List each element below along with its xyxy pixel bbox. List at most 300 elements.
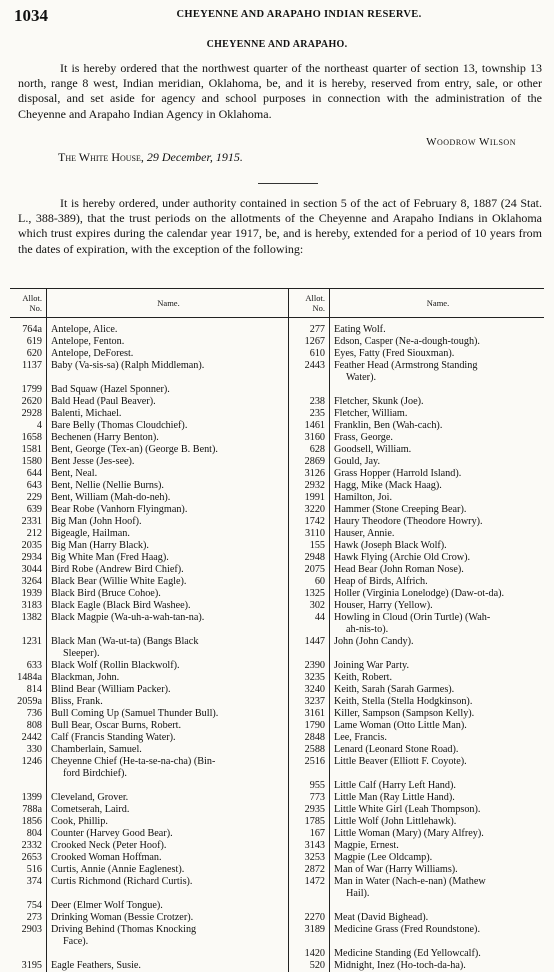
name-line: Lee, Francis. [334,732,542,744]
name-line: Man of War (Harry Williams). [334,864,542,876]
table-row [10,684,544,696]
name-right [330,432,545,444]
name-left [47,684,289,696]
allot-no-left: 1484a [10,672,47,684]
table-row [10,636,544,660]
name-left [47,792,289,804]
table-row [10,744,544,756]
allot-no-right: 2932 [289,480,330,492]
name-left [47,696,289,708]
name-line: Bent Jesse (Jes-see). [51,456,286,468]
name-line: Curtis Richmond (Richard Curtis). [51,876,286,888]
name-left [47,948,289,960]
table-row [10,960,544,972]
name-right [330,348,545,360]
allot-no-left: 633 [10,660,47,672]
name-line: Frass, George. [334,432,542,444]
name-left [47,672,289,684]
name-line: Eagle Feathers, Susie. [51,960,286,972]
name-left [47,318,289,337]
name-right [330,444,545,456]
name-line: Fletcher, William. [334,408,542,420]
name-line: Feather Head (Armstrong Standing [334,360,542,372]
name-line: Medicine Grass (Fred Roundstone). [334,924,542,936]
name-right [330,456,545,468]
name-left [47,720,289,732]
name-line: Bent, George (Tex-an) (George B. Bent). [51,444,286,456]
name-left [47,912,289,924]
allot-no-right: 167 [289,828,330,840]
name-left [47,732,289,744]
allot-no-left: 2928 [10,408,47,420]
allot-no-left: 1799 [10,384,47,396]
name-right [330,816,545,828]
name-line: Big White Man (Fred Haag). [51,552,286,564]
name-left [47,564,289,576]
allot-no-left: 212 [10,528,47,540]
allot-no-right: 238 [289,396,330,408]
table-row [10,408,544,420]
allot-no-left: 2620 [10,396,47,408]
table-row [10,600,544,612]
allot-no-left: 639 [10,504,47,516]
allot-no-right: 3220 [289,504,330,516]
name-line: Goodsell, William. [334,444,542,456]
table-row [10,696,544,708]
allot-no-left: 3183 [10,600,47,612]
allot-no-left: 1399 [10,792,47,804]
allot-no-left: 644 [10,468,47,480]
name-right [330,852,545,864]
table-row [10,384,544,396]
name-right [330,744,545,756]
table-row [10,480,544,492]
name-line: Hamilton, Joi. [334,492,542,504]
name-right [330,612,545,636]
name-right [330,540,545,552]
name-line: Heap of Birds, Alfrich. [334,576,542,588]
table-row [10,900,544,912]
table-row [10,660,544,672]
allot-no-left: 516 [10,864,47,876]
name-left [47,960,289,972]
allot-no-right: 628 [289,444,330,456]
name-left [47,864,289,876]
allot-no-left: 273 [10,912,47,924]
header-allot-no-right: Allot. No. [289,289,330,318]
allot-no-right: 155 [289,540,330,552]
allot-no-right: 2075 [289,564,330,576]
table-row [10,318,544,337]
name-line: Deer (Elmer Wolf Tongue). [51,900,286,912]
name-right [330,360,545,384]
name-left [47,600,289,612]
name-right [330,660,545,672]
name-right [330,792,545,804]
table-row [10,456,544,468]
name-left [47,780,289,792]
name-left [47,576,289,588]
table-row [10,588,544,600]
name-line-continuation: ah-nis-to). [334,624,542,636]
allot-no-left: 330 [10,744,47,756]
allot-no-left: 2331 [10,516,47,528]
name-line: Hagg, Mike (Mack Haag). [334,480,542,492]
name-line: Joining War Party. [334,660,542,672]
name-line: Keith, Robert. [334,672,542,684]
name-left [47,492,289,504]
allot-no-right: 3189 [289,924,330,948]
name-line: Little Calf (Harry Left Hand). [334,780,542,792]
name-line-continuation: Face). [51,936,286,948]
section-title: CHEYENNE AND ARAPAHO. [0,39,554,50]
allot-no-right: 3110 [289,528,330,540]
name-right [330,384,545,396]
table-row [10,348,544,360]
allot-no-left: 2059a [10,696,47,708]
allot-no-right: 3253 [289,852,330,864]
name-right [330,468,545,480]
name-line: Chamberlain, Samuel. [51,744,286,756]
table-row [10,492,544,504]
allot-no-right: 3237 [289,696,330,708]
allot-no-right: 60 [289,576,330,588]
allot-no-right: 1420 [289,948,330,960]
name-right [330,780,545,792]
name-right [330,504,545,516]
name-line: Lenard (Leonard Stone Road). [334,744,542,756]
name-line: Keith, Stella (Stella Hodgkinson). [334,696,542,708]
name-line-continuation: Water). [334,372,542,384]
table-row [10,792,544,804]
name-left [47,396,289,408]
name-right [330,696,545,708]
allot-no-right: 3235 [289,672,330,684]
name-right [330,960,545,972]
name-right [330,948,545,960]
name-right [330,924,545,948]
table-row [10,420,544,432]
allot-no-left: 1246 [10,756,47,780]
allot-no-left: 4 [10,420,47,432]
allot-no-left: 229 [10,492,47,504]
name-right [330,708,545,720]
name-left [47,744,289,756]
name-left [47,840,289,852]
name-left [47,852,289,864]
name-line: Cometserah, Laird. [51,804,286,816]
name-left [47,612,289,636]
table-row [10,360,544,384]
name-left [47,924,289,948]
allot-no-left: 1581 [10,444,47,456]
name-line: Meat (David Bighead). [334,912,542,924]
name-left [47,900,289,912]
name-left [47,516,289,528]
name-line: Bent, William (Mah-do-neh). [51,492,286,504]
allot-no-left: 1580 [10,456,47,468]
name-line: Black Man (Wa-ut-ta) (Bangs Black [51,636,286,648]
name-line: Antelope, DeForest. [51,348,286,360]
name-left [47,432,289,444]
allot-no-right: 1785 [289,816,330,828]
name-right [330,564,545,576]
allot-no-right: 2872 [289,864,330,876]
name-line: Crooked Woman Hoffman. [51,852,286,864]
name-left [47,504,289,516]
table-row [10,540,544,552]
name-left [47,756,289,780]
name-line: Bigeagle, Hailman. [51,528,286,540]
name-left [47,660,289,672]
allot-no-left: 3264 [10,576,47,588]
name-left [47,480,289,492]
name-line: Lame Woman (Otto Little Man). [334,720,542,732]
table-row [10,396,544,408]
allot-no-left: 2442 [10,732,47,744]
allot-no-left: 1939 [10,588,47,600]
name-line: Little Beaver (Elliott F. Coyote). [334,756,542,768]
running-title: CHEYENNE AND ARAPAHO INDIAN RESERVE. [14,9,544,20]
name-right [330,408,545,420]
name-line: Big Man (John Hoof). [51,516,286,528]
allot-no-right: 3126 [289,468,330,480]
name-right [330,420,545,432]
table-row [10,576,544,588]
name-line: Hammer (Stone Creeping Bear). [334,504,542,516]
table-row [10,528,544,540]
order-paragraph-1: It is hereby ordered that the northwest quarter of the northeast quarter of section 13, township 13 north, range 8 west, Indian meridian, Oklahoma, be, and it is hereby, reserved from entry, sale, or other disposal, and set aside for agency and school purposes in connection with the administration of the Cheyenne and Arapaho Indian Agency in Oklahoma. [18,61,542,122]
allot-no-right: 2948 [289,552,330,564]
date: 29 December, 1915. [147,150,243,164]
order-paragraph-2: It is hereby ordered, under authority contained in section 5 of the act of February 8, 1887 (24 Stat. L., 388-389), that the trust periods on the allotments of the Cheyenne and Arapaho Indians in Oklahoma which trust expires during the calendar year 1917, be, and is hereby, extended for a period of 10 years from the dates of expiration, with the exception of the following: [18,196,542,257]
name-left [47,336,289,348]
name-line: Cheyenne Chief (He-ta-se-na-cha) (Bin- [51,756,286,768]
allot-no-right: 1991 [289,492,330,504]
name-line: Bliss, Frank. [51,696,286,708]
table-row [10,780,544,792]
name-line-continuation: Hail). [334,888,542,900]
name-right [330,804,545,816]
name-line: Baby (Va-sis-sa) (Ralph Middleman). [51,360,286,372]
name-line: Bent, Nellie (Nellie Burns). [51,480,286,492]
name-line: Keith, Sarah (Sarah Garmes). [334,684,542,696]
allot-no-left: 643 [10,480,47,492]
name-left [47,876,289,900]
name-right [330,588,545,600]
name-left [47,468,289,480]
name-line: Eyes, Fatty (Fred Siouxman). [334,348,542,360]
allot-no-left: 620 [10,348,47,360]
allot-no-left: 1231 [10,636,47,660]
allot-no-right: 955 [289,780,330,792]
allot-no-right: 520 [289,960,330,972]
name-right [330,864,545,876]
table-row [10,864,544,876]
name-left [47,420,289,432]
table-row [10,672,544,684]
table-header-row [10,289,544,318]
name-line: Grass Hopper (Harrold Island). [334,468,542,480]
table-row [10,828,544,840]
name-right [330,396,545,408]
table-row [10,924,544,948]
name-left [47,408,289,420]
name-line: Bent, Neal. [51,468,286,480]
allot-no-right: 302 [289,600,330,612]
allot-no-left: 1382 [10,612,47,636]
allot-no-right: 2390 [289,660,330,672]
allot-no-left: 3044 [10,564,47,576]
table-row [10,912,544,924]
allot-no-left: 1137 [10,360,47,384]
name-line: Little Man (Ray Little Hand). [334,792,542,804]
table-row [10,432,544,444]
name-line: Big Man (Harry Black). [51,540,286,552]
name-line: Black Bird (Bruce Cohoe). [51,588,286,600]
name-line: Calf (Francis Standing Water). [51,732,286,744]
name-line: Franklin, Ben (Wah-cach). [334,420,542,432]
name-line: Eating Wolf. [334,324,542,336]
allot-no-left: 2903 [10,924,47,948]
name-line-continuation: ford Birdchief). [51,768,286,780]
name-left [47,828,289,840]
allot-no-left: 3195 [10,960,47,972]
name-right [330,516,545,528]
name-right [330,528,545,540]
allot-no-right: 44 [289,612,330,636]
name-line: Hawk (Joseph Black Wolf). [334,540,542,552]
allot-no-right [289,900,330,912]
header-name-right: Name. [330,289,545,318]
name-line: Blackman, John. [51,672,286,684]
name-line: Driving Behind (Thomas Knocking [51,924,286,936]
name-line: Counter (Harvey Good Bear). [51,828,286,840]
allot-no-right: 3240 [289,684,330,696]
name-right [330,552,545,564]
name-left [47,456,289,468]
allot-no-left: 804 [10,828,47,840]
name-line: Black Eagle (Black Bird Washee). [51,600,286,612]
allot-no-left: 808 [10,720,47,732]
name-line: Antelope, Fenton. [51,336,286,348]
name-line: Howling in Cloud (Orin Turtle) (Wah- [334,612,542,624]
name-line: Bull Coming Up (Samuel Thunder Bull). [51,708,286,720]
name-line: Magpie, Ernest. [334,840,542,852]
allot-no-left [10,948,47,960]
table-row [10,336,544,348]
name-right [330,684,545,696]
date-place: The White House, [58,150,144,164]
allot-no-left: 814 [10,684,47,696]
name-line: Crooked Neck (Peter Hoof). [51,840,286,852]
allot-no-left: 754 [10,900,47,912]
allot-no-right: 610 [289,348,330,360]
name-right [330,840,545,852]
allot-no-left [10,780,47,792]
table-row [10,552,544,564]
allot-no-right: 2935 [289,804,330,816]
name-line: Black Magpie (Wa-uh-a-wah-tan-na). [51,612,286,624]
page-header [14,6,544,28]
name-line: Gould, Jay. [334,456,542,468]
name-line: Bad Squaw (Hazel Sponner). [51,384,286,396]
name-line: Curtis, Annie (Annie Eaglenest). [51,864,286,876]
name-line: Haury Theodore (Theodore Howry). [334,516,542,528]
name-right [330,672,545,684]
name-line: Man in Water (Nach-e-nan) (Mathew [334,876,542,888]
name-line: Bechenen (Harry Benton). [51,432,286,444]
name-line: Houser, Harry (Yellow). [334,600,542,612]
name-left [47,360,289,384]
allot-no-right: 773 [289,792,330,804]
name-line: Hauser, Annie. [334,528,542,540]
allot-no-left: 1658 [10,432,47,444]
name-line: Killer, Sampson (Sampson Kelly). [334,708,542,720]
divider-rule [258,183,318,184]
name-line: Black Bear (Willie White Eagle). [51,576,286,588]
name-right [330,336,545,348]
allot-no-left: 764a [10,318,47,337]
allot-no-right: 1461 [289,420,330,432]
allot-no-right: 1267 [289,336,330,348]
name-left [47,540,289,552]
name-line: Antelope, Alice. [51,324,286,336]
name-left [47,528,289,540]
name-right [330,828,545,840]
table-row [10,948,544,960]
table-row [10,516,544,528]
table-row [10,876,544,900]
allot-no-left: 2653 [10,852,47,864]
allot-no-right: 235 [289,408,330,420]
name-right [330,876,545,900]
allot-no-right: 3160 [289,432,330,444]
name-line: Little Woman (Mary) (Mary Alfrey). [334,828,542,840]
name-line: Black Wolf (Rollin Blackwolf). [51,660,286,672]
allot-no-right: 2588 [289,744,330,756]
name-right [330,480,545,492]
allot-no-right [289,384,330,396]
name-left [47,636,289,660]
allot-no-right: 2848 [289,732,330,744]
header-name-left: Name. [47,289,289,318]
table-row [10,468,544,480]
table-row [10,804,544,816]
name-line: Cook, Phillip. [51,816,286,828]
name-line: Blind Bear (William Packer). [51,684,286,696]
name-right [330,576,545,588]
allot-no-right: 2443 [289,360,330,384]
allot-no-right: 1325 [289,588,330,600]
name-line: Edson, Casper (Ne-a-dough-tough). [334,336,542,348]
name-line: John (John Candy). [334,636,542,648]
table-row [10,708,544,720]
table-row [10,564,544,576]
name-left [47,708,289,720]
allot-no-right: 2516 [289,756,330,780]
name-line: Little White Girl (Leah Thompson). [334,804,542,816]
name-line: Medicine Standing (Ed Yellowcalf). [334,948,542,960]
name-line: Hawk Flying (Archie Old Crow). [334,552,542,564]
name-left [47,588,289,600]
table-row [10,612,544,636]
name-line: Drinking Woman (Bessie Crotzer). [51,912,286,924]
name-line-continuation: Sleeper). [51,648,286,660]
allot-no-left: 374 [10,876,47,900]
allot-no-right: 3143 [289,840,330,852]
name-line: Bull Bear, Oscar Burns, Robert. [51,720,286,732]
